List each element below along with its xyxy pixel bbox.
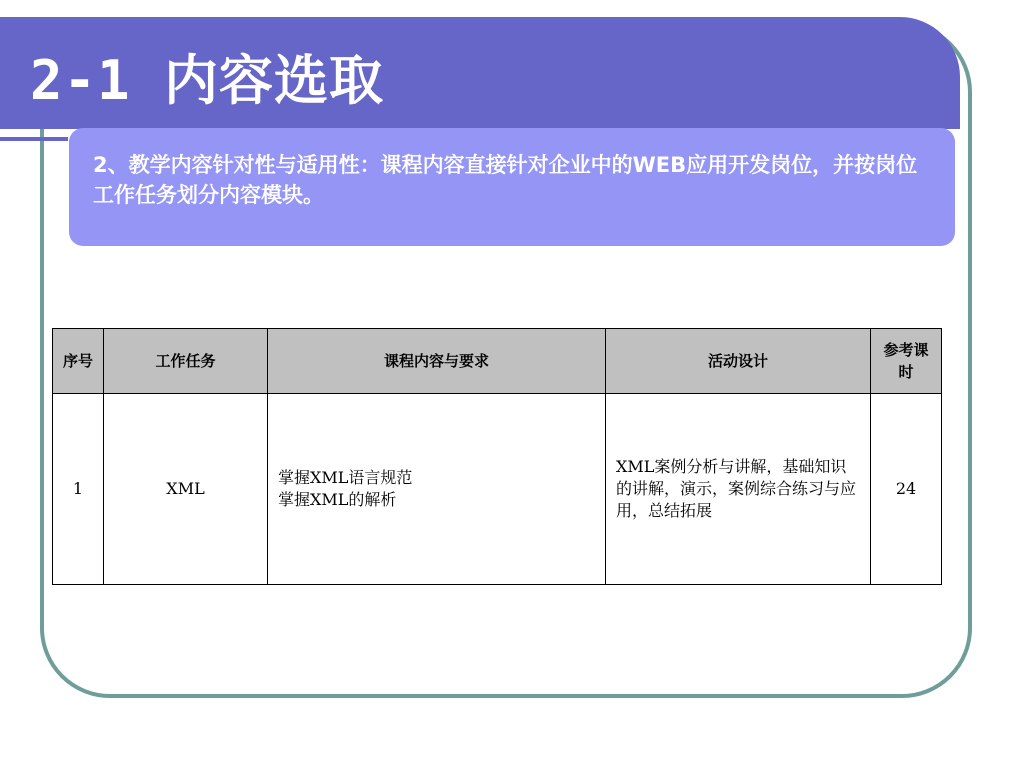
content-line: 掌握XML的解析: [278, 490, 397, 509]
content-line: 掌握XML语言规范: [278, 468, 413, 487]
header-activity: 活动设计: [606, 329, 871, 394]
cell-task: XML: [104, 394, 268, 585]
header-hours: 参考课时: [871, 329, 942, 394]
title-underline: [0, 137, 68, 141]
cell-activity: XML案例分析与讲解，基础知识的讲解，演示，案例综合练习与应用，总结拓展: [606, 394, 871, 585]
slide-title: 2-1 内容选取: [30, 49, 385, 112]
header-task: 工作任务: [104, 329, 268, 394]
cell-content: [268, 394, 606, 585]
header-content: 课程内容与要求: [268, 329, 606, 394]
callout-box: [69, 128, 955, 246]
table-row: [53, 394, 942, 585]
table-header-row: [53, 329, 942, 394]
cell-hours: 24: [871, 394, 942, 585]
cell-index: 1: [53, 394, 104, 585]
course-table: [52, 328, 942, 585]
callout-text: 2、教学内容针对性与适用性：课程内容直接针对企业中的WEB应用开发岗位，并按岗位工作任务划分内容模块。: [93, 153, 918, 207]
header-index: 序号: [53, 329, 104, 394]
